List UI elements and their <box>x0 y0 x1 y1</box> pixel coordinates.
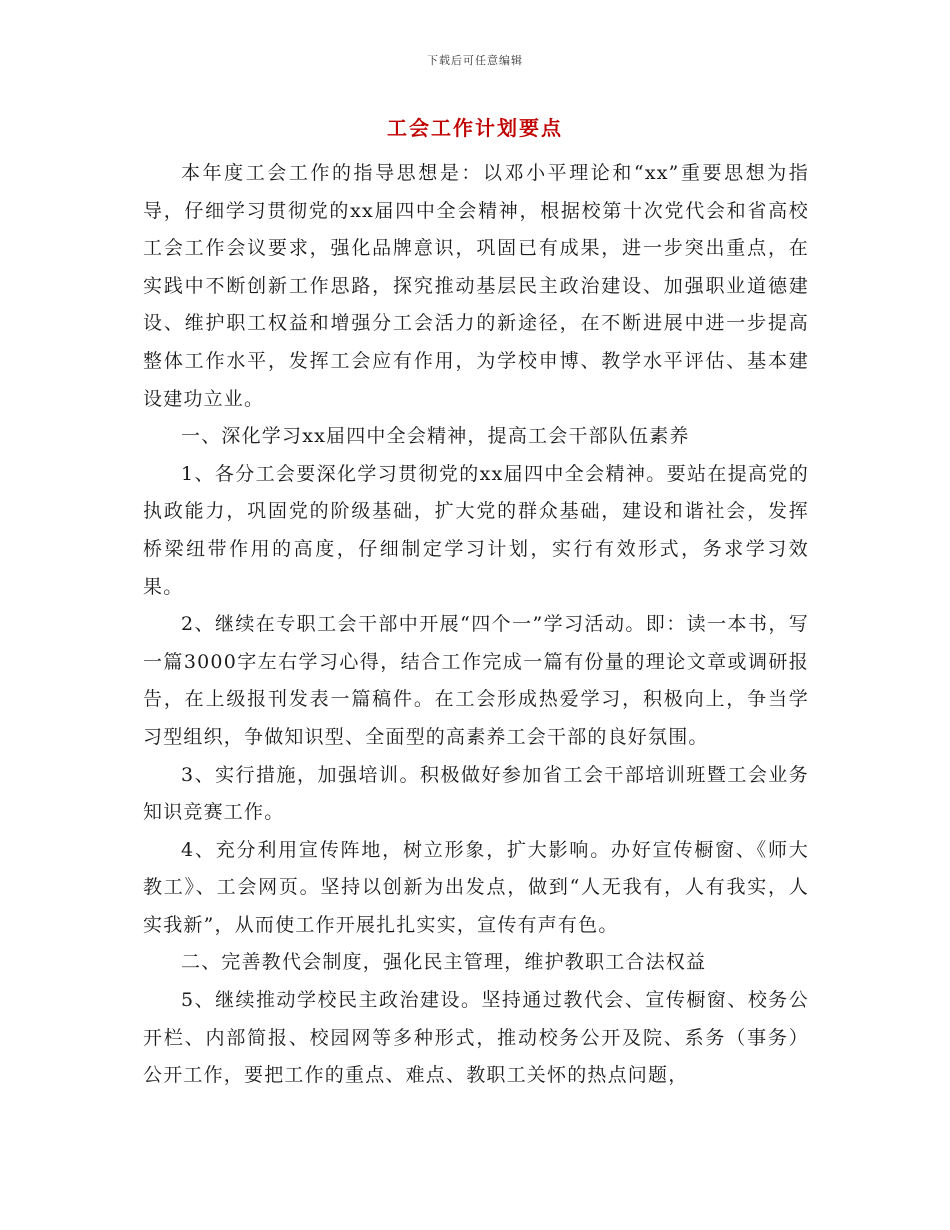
paragraph-item-5: 5、继续推动学校民主政治建设。坚持通过教代会、宣传橱窗、校务公开栏、内部简报、校园网等多种形式，推动校务公开及院、系务（事务）公开工作，要把工作的重点、难点、教职工关怀的热点问题， <box>143 989 809 1087</box>
section-heading-2: 二、完善教代会制度，强化民主管理，维护教职工合法权益 <box>181 951 707 974</box>
document-body <box>143 155 809 1095</box>
paragraph-item-1: 1、各分工会要深化学习贯彻党的xx届四中全会精神。要站在提高党的执政能力，巩固党的阶级基础，扩大党的群众基础，建设和谐社会，发挥桥梁纽带作用的高度，仔细制定学习计划，实行有效形式，务求学习效果。 <box>143 462 809 598</box>
section-heading-1: 一、深化学习xx届四中全会精神，提高工会干部队伍素养 <box>181 425 690 448</box>
page-header-note: 下载后可任意编辑 <box>427 54 523 67</box>
paragraph-guiding-ideology: 本年度工会工作的指导思想是：以邓小平理论和“xx”重要思想为指导，仔细学习贯彻党的xx届四中全会精神，根据校第十次党代会和省高校工会工作会议要求，强化品牌意识，巩固已有成果，进一步突出重点，在实践中不断创新工作思路，探究推动基层民主政治建设、加强职业道德建设、维护职工权益和增强分工会活力的新途径，在不断进展中进一步提高整体工作水平，发挥工会应有作用，为学校申博、教学水平评估、基本建设建功立业。 <box>143 162 809 410</box>
paragraph-item-3: 3、实行措施，加强培训。积极做好参加省工会干部培训班暨工会业务知识竞赛工作。 <box>143 763 809 824</box>
paragraph-item-2: 2、继续在专职工会干部中开展“四个一”学习活动。即：读一本书，写一篇3000字左右学习心得，结合工作完成一篇有份量的理论文章或调研报告，在上级报刊发表一篇稿件。在工会形成热爱学习，积极向上，争当学习型组织，争做知识型、全面型的高素养工会干部的良好氛围。 <box>143 613 809 748</box>
paragraph-item-4: 4、充分利用宣传阵地，树立形象，扩大影响。办好宣传橱窗、《师大教工》、工会网页。坚持以创新为出发点，做到“人无我有，人有我实，人实我新”，从而使工作开展扎扎实实，宣传有声有色。 <box>143 838 809 936</box>
document-title: 工会工作计划要点 <box>387 116 563 140</box>
